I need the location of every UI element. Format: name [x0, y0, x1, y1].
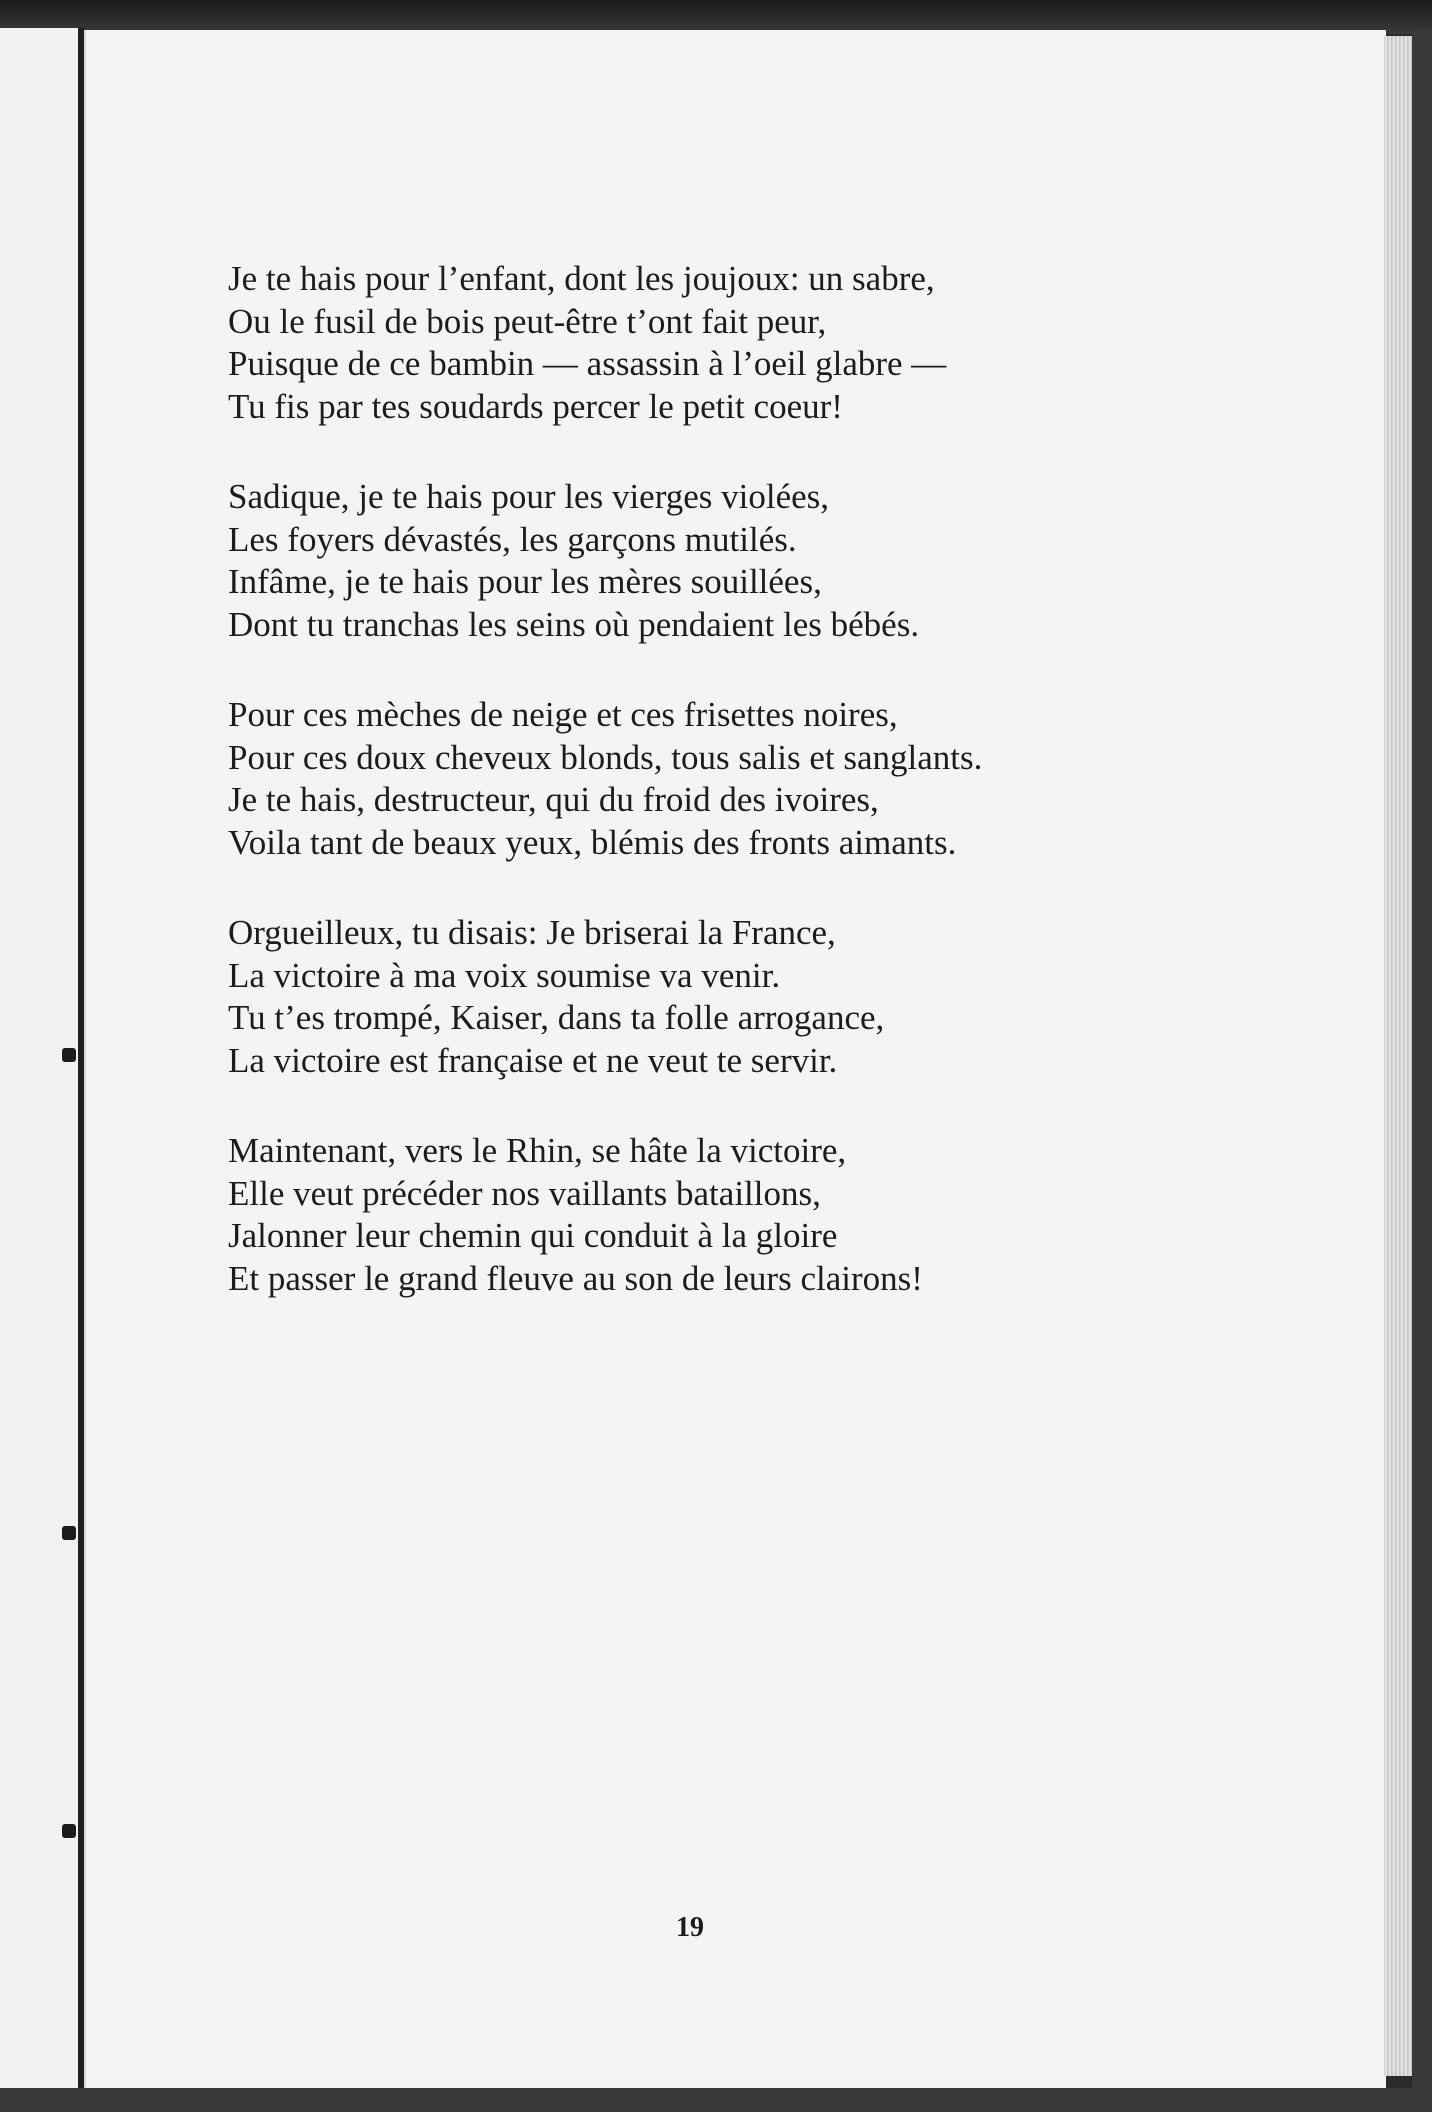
poem-line: Je te hais pour l’enfant, dont les joujoux: un sabre,: [228, 259, 935, 298]
poem-line: Puisque de ce bambin — assassin à l’oeil glabre —: [228, 344, 947, 383]
poem-line: Elle veut précéder nos vaillants bataillons,: [228, 1173, 821, 1213]
scan-bottom-shadow: [0, 2088, 1432, 2112]
poem-line: Les foyers dévastés, les garçons mutilés.: [228, 519, 797, 559]
binding-mark: [62, 1526, 76, 1540]
left-page-edge: [0, 28, 84, 2088]
poem: [228, 258, 1188, 1348]
poem-line: La victoire est française et ne veut te servir.: [228, 1040, 838, 1080]
poem-line: Tu fis par tes soudards percer le petit coeur!: [228, 386, 843, 426]
scan-top-shadow: [0, 0, 1432, 34]
poem-line: Tu t’es trompé, Kaiser, dans ta folle arrogance,: [228, 998, 885, 1037]
poem-line: Maintenant, vers le Rhin, se hâte la victoire,: [228, 1131, 847, 1170]
poem-line: Je te hais, destructeur, qui du froid des ivoires,: [228, 780, 879, 819]
poem-line: Pour ces doux cheveux blonds, tous salis et sanglants.: [228, 737, 983, 777]
stanza: [228, 694, 1188, 864]
poem-line: Infâme, je te hais pour les mères souillées,: [228, 562, 822, 601]
page-stack-edge: [1384, 36, 1412, 2076]
poem-line: Voila tant de beaux yeux, blémis des fronts aimants.: [228, 822, 957, 862]
poem-line: La victoire à ma voix soumise va venir.: [228, 955, 781, 995]
scan-right-shadow: [1412, 30, 1432, 2112]
binding-mark: [62, 1824, 76, 1838]
poem-line: Sadique, je te hais pour les vierges violées,: [228, 477, 830, 516]
poem-line: Ou le fusil de bois peut-être t’ont fait peur,: [228, 301, 827, 341]
stanza: [228, 912, 1188, 1082]
poem-line: Jalonner leur chemin qui conduit à la gloire: [228, 1216, 838, 1255]
poem-line: Dont tu tranchas les seins où pendaient les bébés.: [228, 604, 920, 644]
poem-line: Pour ces mèches de neige et ces frisettes noires,: [228, 695, 898, 734]
poem-line: Et passer le grand fleuve au son de leurs clairons!: [228, 1258, 923, 1298]
binding-mark: [62, 1048, 76, 1062]
stanza: [228, 476, 1188, 646]
stanza: [228, 258, 1188, 428]
page-number: 19: [676, 1912, 704, 1943]
stanza: [228, 1130, 1188, 1300]
poem-line: Orgueilleux, tu disais: Je briserai la France,: [228, 913, 836, 952]
